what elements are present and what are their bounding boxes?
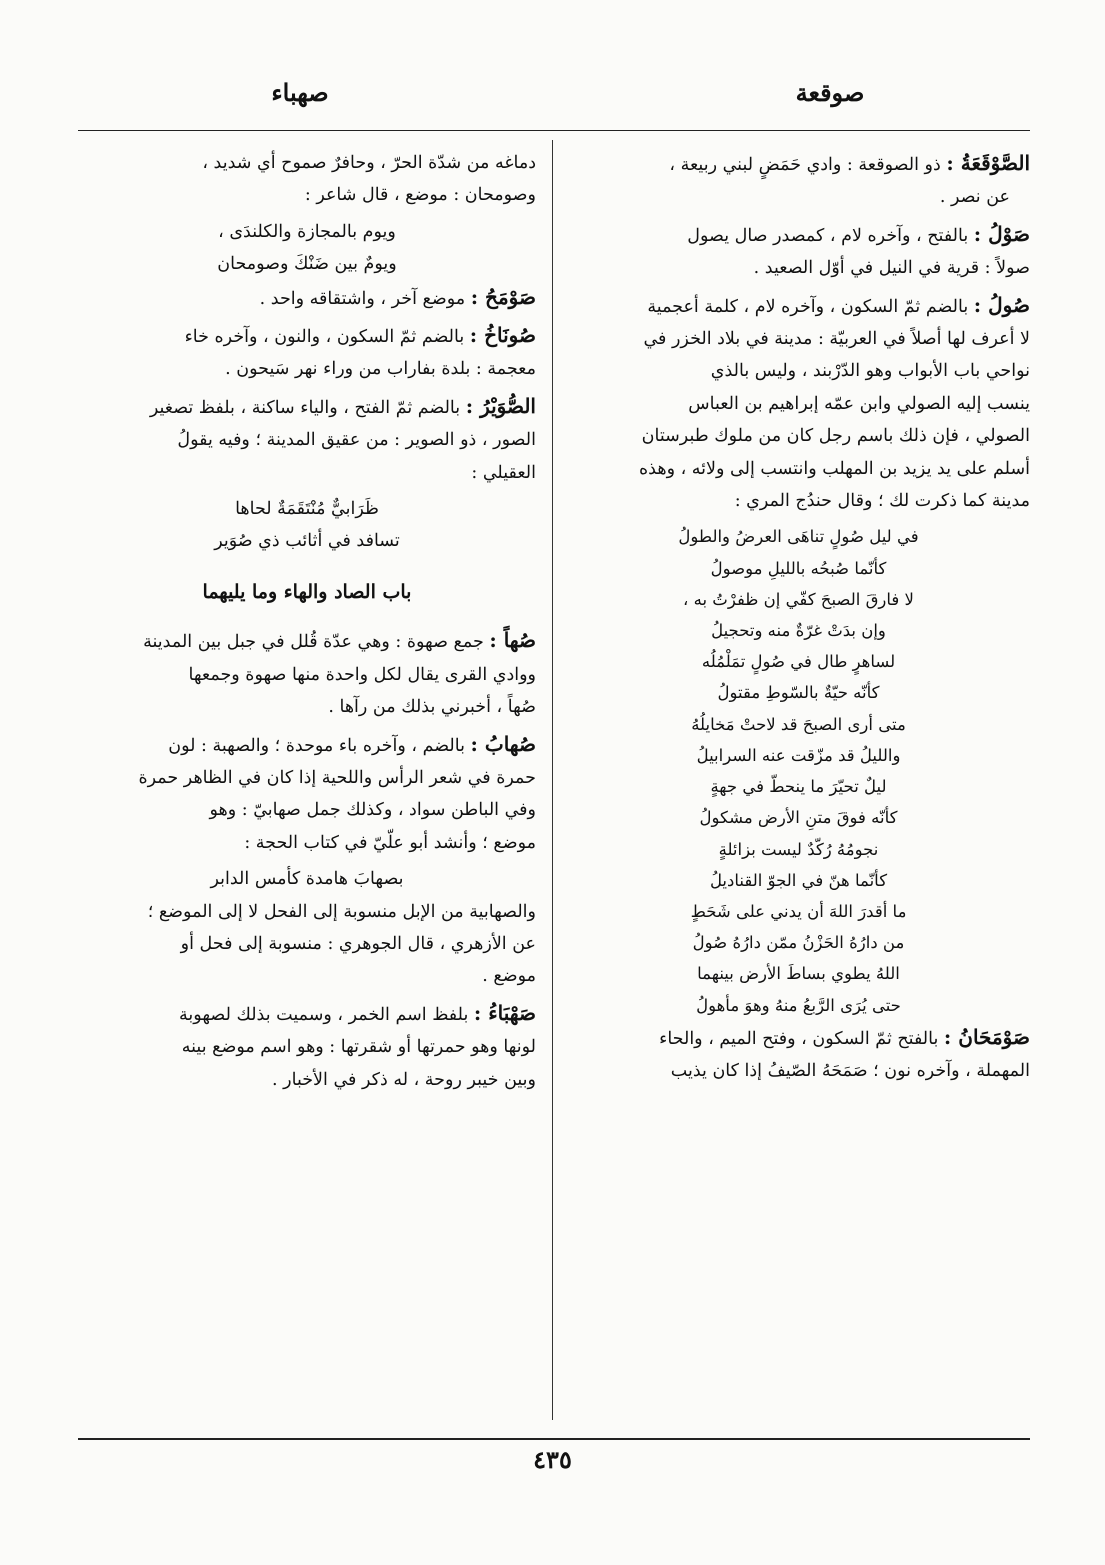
verse-line: ليلٌ تحيّرَ ما ينحطّ في جهةٍ — [710, 777, 887, 797]
entry-sawl — [567, 218, 1030, 285]
entry-line: معجمة : بلدة بفاراب من وراء نهر سَيحون . — [225, 359, 536, 380]
top-rule — [78, 130, 1030, 131]
entry-line: ووادي القرى يقال لكل واحدة منها صهوة وجمعها — [188, 664, 536, 685]
entry-line: عن نصر . — [939, 187, 1010, 208]
headword: صَوْلُ : — [973, 221, 1030, 246]
entry-line: صَهْبَاءُ : بلفظ اسم الخمر ، وسميت بذلك لصهوبة — [179, 1000, 536, 1025]
poem-sul — [567, 521, 1030, 1020]
entry-sawqaa — [567, 147, 1030, 214]
entry-suhan — [78, 624, 536, 723]
entry-line: موضع ؛ وأنشد أبو علّيّ في كتاب الحجة : — [244, 832, 536, 853]
entry-sawmahan — [567, 1021, 1030, 1088]
entry-line: ينسب إليه الصولي وابن عمّه إبراهيم بن العباس — [688, 393, 1030, 414]
entry-line: عن الأزهري ، قال الجوهري : منسوبة إلى فحل أو — [180, 933, 536, 954]
column-divider — [552, 140, 553, 1420]
poem-suhab — [78, 863, 536, 895]
entry-line: صُهاً : جمع صهوة : وهي عدّة قُلل في جبل بين المدينة — [143, 628, 536, 653]
entry-line: دماغه من شدّة الحرّ ، وحافرٌ صموح أي شديد ، — [202, 153, 536, 173]
verse-line: والليلُ قد مزّقت عنه السرابيلُ — [696, 745, 901, 765]
entry-line: صُهاً ، أخبرني بذلك من رآها . — [328, 697, 536, 718]
headword: صُهاً : — [489, 628, 536, 653]
entry-line: مدينة كما ذكرت لك ؛ وقال حندُج المري : — [734, 491, 1030, 512]
entry-line: صَوْلُ : بالفتح ، وآخره لام ، كمصدر صال يصول — [687, 221, 1030, 246]
verse-line: وإن بدَتْ غرّةٌ منه وتحجيلُ — [711, 621, 886, 641]
continuation — [78, 147, 536, 212]
entry-line: صولاً : قرية في النيل في أوّل الصعيد . — [753, 258, 1030, 279]
left-column — [78, 147, 536, 1100]
entry-suwayr — [78, 390, 536, 489]
verse-line: ويوم بالمجازة والكلندَى ، — [218, 221, 396, 242]
entry-sunakh — [78, 319, 536, 386]
page-number: ٤٣٥ — [533, 1445, 572, 1474]
continuation-suhab — [78, 896, 536, 993]
headword: صُونَاخُ : — [469, 323, 536, 348]
entry-line: صَوْمَحُ : موضع آخر ، واشتقاقه واحد . — [259, 284, 536, 309]
verse-line: في ليل صُولٍ تناهَى العرضُ والطولُ — [678, 527, 919, 547]
entry-line: والصهابية من الإبل منسوبة إلى الفحل لا إلى الموضع ؛ — [147, 901, 536, 922]
verse-line: اللهُ يطوي بساطَ الأرض بينهما — [697, 964, 900, 984]
entry-sahba — [78, 997, 536, 1096]
entry-line: وبين خيبر روحة ، له ذكر في الأخبار . — [272, 1069, 536, 1090]
verse-line: تسافد في أثائب ذي صُوَير — [214, 531, 400, 552]
headword: الصَّوْقَعَةُ : — [946, 151, 1030, 175]
entry-line: الصور ، ذو الصوير : من عقيق المدينة ؛ وفيه يقولُ — [177, 430, 536, 451]
entry-line: وفي الباطن سواد ، وكذلك جمل صهابيّ : وهو — [209, 800, 536, 821]
section-title: باب الصاد والهاء وما يليهما — [202, 580, 412, 603]
verse-line: من دارُهُ الحَزْنُ ممّن دارُهُ صُولُ — [692, 933, 905, 953]
poem-suwayr — [78, 493, 536, 558]
verse-line: كأنّه حيّةٌ بالسّوطِ مقتولُ — [717, 683, 880, 703]
entry-line: المهملة ، وآخره نون ؛ صَمَحَهُ الصّيفُ إذا كان يذيب — [670, 1061, 1030, 1082]
entry-line: حمرة في شعر الرأس واللحية إذا كان في الظاهر حمرة — [138, 767, 536, 788]
entry-sawmah — [78, 281, 536, 315]
entry-line: الصُّوَيْرُ : بالضم ثمّ الفتح ، والياء ساكنة ، بلفظ تصغير — [149, 393, 536, 418]
headword: صَهْبَاءُ : — [473, 1000, 536, 1025]
entry-line: لونها وهو حمرتها أو شقرتها : وهو اسم موضع بينه — [181, 1037, 536, 1058]
verse-line: كأنّما هنّ في الجوّ القناديلُ — [709, 870, 888, 890]
entry-line: الصولي ، فإن ذلك باسم رجل كان من ملوك طبرستان — [641, 426, 1030, 447]
headword: صَوْمَحَانُ : — [943, 1024, 1030, 1049]
headword: صُهابُ : — [470, 731, 536, 756]
headword: صَوْمَحُ : — [470, 284, 536, 309]
verse-line: نجومُهُ رُكّدٌ ليست بزائلةٍ — [718, 839, 879, 859]
entry-line: صُونَاخُ : بالضم ثمّ السكون ، والنون ، وآخره خاء — [184, 323, 536, 348]
entry-line: نواحي باب الأبواب وهو الدّرْبند ، وليس بالذي — [710, 361, 1030, 382]
verse-line: كأنّما صُبحُه بالليلِ موصولُ — [710, 558, 887, 578]
entry-line: موضع . — [482, 966, 536, 987]
running-head-left: صهباء — [271, 78, 329, 107]
entry-line: صَوْمَحَانُ : بالفتح ثمّ السكون ، وفتح الميم ، والحاء — [659, 1024, 1030, 1049]
verse-line: ويومٌ بين ضَنْكَ وصومحان — [217, 254, 397, 275]
running-head-right: صوقعة — [795, 78, 865, 107]
entry-line: وصومحان : موضع ، قال شاعر : — [304, 185, 536, 206]
entry-suhab — [78, 728, 536, 860]
verse-line: كأنّه فوقَ متنِ الأرض مشكولُ — [699, 808, 898, 828]
right-column — [567, 147, 1030, 1092]
entry-line: أسلم على يد يزيد بن المهلب وانتسب إلى ولائه ، وهذه — [638, 458, 1030, 479]
headword: الصُّوَيْرُ : — [465, 393, 536, 418]
entry-line: العقيلي : — [471, 462, 536, 483]
verse-line: لا فارقَ الصبحَ كفّي إن ظفرْتُ به ، — [683, 589, 914, 609]
verse-line: متى أرى الصبحَ قد لاحتْ مَخايلُهُ — [691, 714, 906, 734]
verse-line: ظَرَابيٌّ مُنْتَقَمَةٌ لحاها — [235, 499, 379, 520]
verse-line: ما أقدرَ اللهَ أن يدني على شَحَطٍ — [690, 901, 907, 921]
entry-line: الصَّوْقَعَةُ : ذو الصوقعة : وادي حَمَضٍ لبني ربيعة ، — [669, 151, 1030, 175]
bottom-rule — [78, 1438, 1030, 1440]
verse-line: بصهابَ هامدة كأمس الدابر — [210, 869, 404, 890]
verse-line: لساهرٍ طال في صُولٍ تمَلْمُلُه — [701, 652, 896, 672]
entry-line: لا أعرف لها أصلاً في العربيّة : مدينة في بلاد الخزر في — [643, 329, 1030, 350]
headword: صُولُ : — [973, 292, 1030, 317]
entry-line: صُهابُ : بالضم ، وآخره باء موحدة ؛ والصهبة : لون — [168, 731, 536, 756]
poem-sawmahan — [78, 216, 536, 281]
verse-line: حتى يُرَى الرَّبعُ منهُ وهوَ مأهولُ — [696, 995, 901, 1015]
entry-line: صُولُ : بالضم ثمّ السكون ، وآخره لام ، كلمة أعجمية — [647, 292, 1030, 317]
entry-sul — [567, 289, 1030, 518]
